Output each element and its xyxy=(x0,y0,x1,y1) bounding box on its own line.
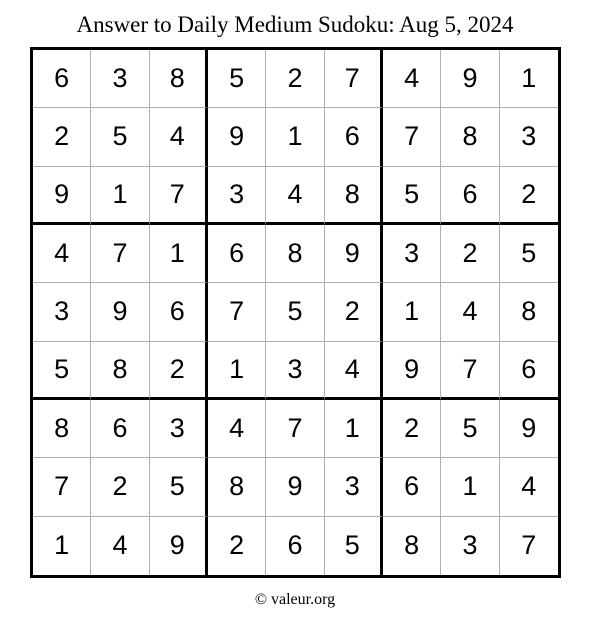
puzzle-title: Answer to Daily Medium Sudoku: Aug 5, 2024 xyxy=(76,12,514,37)
sudoku-cell-r6-c3: 2 xyxy=(150,342,208,400)
sudoku-cell-r5-c4: 7 xyxy=(208,283,266,341)
sudoku-cell-r2-c3: 4 xyxy=(150,108,208,166)
sudoku-cell-r9-c1: 1 xyxy=(33,517,91,575)
sudoku-cell-r4-c6: 9 xyxy=(325,225,383,283)
sudoku-cell-r9-c9: 7 xyxy=(521,530,537,561)
sudoku-cell-r4-c3: 1 xyxy=(150,225,208,283)
sudoku-cell-r9-c6: 5 xyxy=(325,517,383,575)
sudoku-cell-r5-c6: 2 xyxy=(325,283,383,341)
sudoku-cell-r5-c9: 8 xyxy=(500,283,558,341)
sudoku-cell-r7-c5: 7 xyxy=(266,400,324,458)
sudoku-cell-r8-c3: 5 xyxy=(150,458,208,516)
sudoku-cell-r9-c7: 8 xyxy=(383,517,441,575)
sudoku-cell-r3-c4: 3 xyxy=(208,167,266,225)
copyright-footer: © valeur.org xyxy=(254,591,336,608)
sudoku-cell-r5-c7: 1 xyxy=(383,283,441,341)
sudoku-cell-r6-c7: 9 xyxy=(383,342,441,400)
sudoku-cell-r7-c6: 1 xyxy=(325,400,383,458)
sudoku-cell-r2-c7: 7 xyxy=(383,108,441,166)
sudoku-cell-r1-c1: 6 xyxy=(33,50,91,108)
sudoku-cell-r4-c1: 4 xyxy=(33,225,91,283)
sudoku-cell-r9-c8: 3 xyxy=(441,517,499,575)
sudoku-cell-r6-c2: 8 xyxy=(91,342,149,400)
sudoku-cell-r6-c4: 1 xyxy=(208,342,266,400)
sudoku-cell-r6-c1: 5 xyxy=(33,342,91,400)
sudoku-cell-r7-c1: 8 xyxy=(33,400,91,458)
sudoku-cell-r8-c4: 8 xyxy=(208,458,266,516)
sudoku-cell-r1-c9: 1 xyxy=(500,50,558,108)
sudoku-cell-r6-c8: 7 xyxy=(441,342,499,400)
sudoku-cell-r5-c2: 9 xyxy=(91,283,149,341)
sudoku-cell-r3-c1: 9 xyxy=(33,167,91,225)
sudoku-cell-r8-c5: 9 xyxy=(266,458,324,516)
sudoku-cell-r2-c8: 8 xyxy=(441,108,499,166)
sudoku-cell-r3-c2: 1 xyxy=(91,167,149,225)
sudoku-cell-r5-c5: 5 xyxy=(266,283,324,341)
sudoku-cell-r2-c4: 9 xyxy=(208,108,266,166)
sudoku-cell-r2-c1: 2 xyxy=(33,108,91,166)
sudoku-cell-r9-c4: 2 xyxy=(208,517,266,575)
sudoku-cell-r6-c6: 4 xyxy=(325,342,383,400)
sudoku-cell-r4-c7: 3 xyxy=(383,225,441,283)
sudoku-cell-r1-c7: 4 xyxy=(383,50,441,108)
sudoku-cell-r8-c7: 6 xyxy=(383,458,441,516)
sudoku-cell-r2-c9: 3 xyxy=(500,108,558,166)
sudoku-cell-r5-c3: 6 xyxy=(150,283,208,341)
sudoku-cell-r6-c9: 6 xyxy=(500,342,558,400)
sudoku-cell-r4-c4: 6 xyxy=(208,225,266,283)
sudoku-cell-r3-c7: 5 xyxy=(383,167,441,225)
sudoku-cell-r8-c1: 7 xyxy=(33,458,91,516)
sudoku-cell-r4-c8: 2 xyxy=(441,225,499,283)
sudoku-cell-r9-c5: 6 xyxy=(266,517,324,575)
sudoku-cell-r3-c8: 6 xyxy=(441,167,499,225)
sudoku-cell-r1-c2: 3 xyxy=(91,50,149,108)
sudoku-cell-r5-c8: 4 xyxy=(441,283,499,341)
sudoku-cell-r8-c2: 2 xyxy=(91,458,149,516)
sudoku-cell-r3-c3: 7 xyxy=(150,167,208,225)
sudoku-cell-r7-c3: 3 xyxy=(150,400,208,458)
sudoku-cell-r9-c3: 9 xyxy=(150,517,208,575)
sudoku-cell-r8-c6: 3 xyxy=(325,458,383,516)
sudoku-cell-r1-c5: 2 xyxy=(266,50,324,108)
sudoku-cell-r7-c9: 9 xyxy=(500,400,558,458)
sudoku-cell-r7-c4: 4 xyxy=(208,400,266,458)
sudoku-cell-r2-c5: 1 xyxy=(266,108,324,166)
sudoku-cell-r2-c2: 5 xyxy=(91,108,149,166)
sudoku-cell-r4-c2: 7 xyxy=(91,225,149,283)
sudoku-cell-r1-c6: 7 xyxy=(325,50,383,108)
sudoku-cell-r1-c8: 9 xyxy=(441,50,499,108)
sudoku-cell-r5-c1: 3 xyxy=(33,283,91,341)
sudoku-cell-r3-c9: 2 xyxy=(500,167,558,225)
sudoku-cell-r9-c2: 4 xyxy=(91,517,149,575)
sudoku-cell-r1-c3: 8 xyxy=(150,50,208,108)
sudoku-cell-r3-c5: 4 xyxy=(266,167,324,225)
sudoku-cell-r8-c8: 1 xyxy=(441,458,499,516)
sudoku-cell-r3-c6: 8 xyxy=(325,167,383,225)
sudoku-cell-r6-c5: 3 xyxy=(266,342,324,400)
sudoku-cell-r4-c9: 5 xyxy=(500,225,558,283)
sudoku-cell-r1-c4: 5 xyxy=(208,50,266,108)
sudoku-cell-r7-c8: 5 xyxy=(441,400,499,458)
sudoku-board xyxy=(30,47,561,578)
sudoku-cell-r8-c9: 4 xyxy=(500,458,558,516)
sudoku-cell-r7-c2: 6 xyxy=(91,400,149,458)
sudoku-cell-r7-c7: 2 xyxy=(383,400,441,458)
sudoku-cell-r2-c6: 6 xyxy=(325,108,383,166)
sudoku-cell-r4-c5: 8 xyxy=(266,225,324,283)
